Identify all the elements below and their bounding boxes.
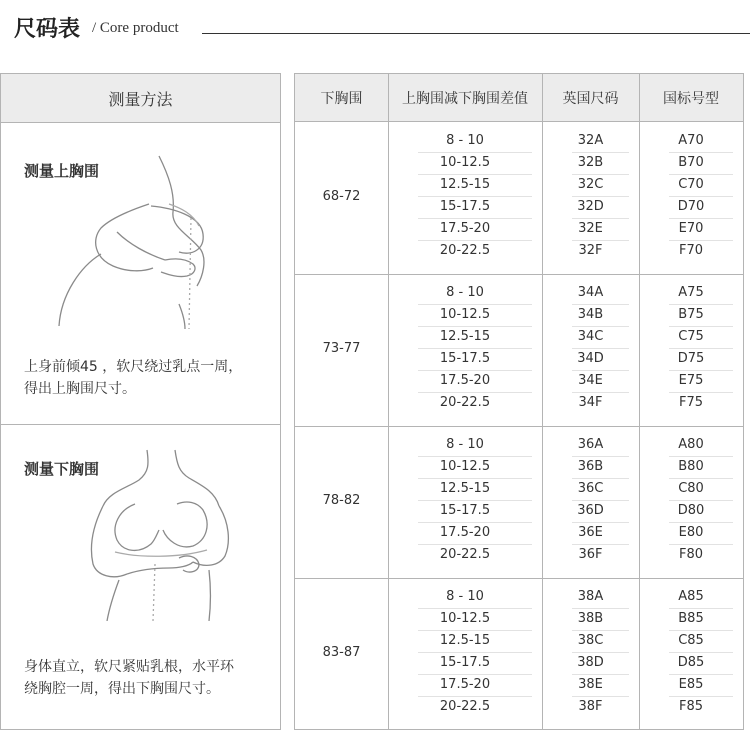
upper-bust-illustration	[51, 154, 231, 329]
uk-size-cell: 38B	[577, 611, 604, 626]
uk-size-cell: 36A	[577, 437, 604, 452]
uk-size-cell: 38C	[577, 633, 604, 648]
page-title: 尺码表	[14, 17, 81, 42]
under-bust-desc-line2: 绕胸腔一周，得出下胸围尺寸。	[24, 681, 220, 697]
difference-cell: 17.5-20	[439, 525, 491, 540]
uk-size-cell: 36C	[577, 481, 604, 496]
difference-cell: 12.5-15	[439, 177, 491, 192]
cn-size-cell: A80	[678, 437, 704, 452]
uk-size-cell: 38F	[578, 699, 603, 714]
measurement-panel	[0, 73, 281, 730]
uk-size-cell: 34C	[577, 329, 604, 344]
difference-cell: 20-22.5	[439, 243, 491, 258]
difference-cell: 10-12.5	[439, 611, 491, 626]
cn-size-cell: A70	[678, 133, 704, 148]
cn-size-cell: B75	[678, 307, 704, 322]
cn-size-cell: C75	[678, 329, 704, 344]
uk-size-cell: 34F	[578, 395, 603, 410]
uk-size-cell: 32E	[578, 221, 603, 236]
cn-size-cell: E80	[678, 525, 704, 540]
difference-cell: 15-17.5	[439, 503, 491, 518]
difference-cell: 8 - 10	[446, 285, 484, 300]
difference-cell: 8 - 10	[446, 133, 484, 148]
cn-size-cell: B80	[678, 459, 704, 474]
difference-cell: 17.5-20	[439, 221, 491, 236]
title-rule	[202, 33, 750, 34]
uk-size-cell: 32F	[578, 243, 603, 258]
cn-size-cell: F70	[678, 243, 704, 258]
uk-size-cell: 34B	[577, 307, 604, 322]
measurement-header: 测量方法	[1, 74, 280, 123]
difference-cell: 15-17.5	[439, 351, 491, 366]
uk-size-cell: 34A	[577, 285, 604, 300]
under-bust-illustration	[79, 446, 249, 621]
size-table	[294, 73, 744, 730]
difference-cell: 12.5-15	[439, 329, 491, 344]
difference-cell: 20-22.5	[439, 547, 491, 562]
cn-size-cell: E70	[678, 221, 704, 236]
column-header-difference: 上胸围减下胸围差值	[388, 74, 542, 122]
difference-cell: 12.5-15	[439, 633, 491, 648]
difference-cell: 12.5-15	[439, 481, 491, 496]
underbust-band-cell: 78-82	[322, 493, 361, 508]
uk-size-cell: 38A	[577, 589, 604, 604]
page-subtitle: / Core product	[92, 20, 179, 36]
uk-size-cell: 38E	[578, 677, 603, 692]
cn-size-cell: C80	[678, 481, 704, 496]
cn-size-cell: F85	[678, 699, 704, 714]
under-bust-title: 测量下胸围	[24, 460, 100, 478]
group-divider	[295, 426, 743, 427]
difference-cell: 8 - 10	[446, 589, 484, 604]
difference-cell: 20-22.5	[439, 395, 491, 410]
difference-cell: 10-12.5	[439, 459, 491, 474]
group-divider	[295, 274, 743, 275]
column-header-underbust: 下胸围	[295, 74, 388, 122]
difference-cell: 8 - 10	[446, 437, 484, 452]
underbust-band-cell: 73-77	[322, 341, 361, 356]
column-header-uk-size: 英国尺码	[542, 74, 639, 122]
cn-size-cell: D80	[677, 503, 705, 518]
uk-size-cell: 32C	[577, 177, 604, 192]
section-divider	[1, 424, 280, 425]
cn-size-cell: D70	[677, 199, 705, 214]
upper-bust-desc-line2: 得出上胸围尺寸。	[24, 381, 136, 397]
column-header-cn-size: 国标号型	[639, 74, 743, 122]
cn-size-cell: D75	[677, 351, 705, 366]
cn-size-cell: E85	[678, 677, 704, 692]
uk-size-cell: 34E	[578, 373, 603, 388]
cn-size-cell: F75	[678, 395, 704, 410]
uk-size-cell: 36B	[577, 459, 604, 474]
uk-size-cell: 32B	[577, 155, 604, 170]
uk-size-cell: 36E	[578, 525, 603, 540]
cn-size-cell: A85	[678, 589, 704, 604]
difference-cell: 15-17.5	[439, 199, 491, 214]
difference-cell: 10-12.5	[439, 155, 491, 170]
uk-size-cell: 34D	[577, 351, 604, 366]
cn-size-cell: B85	[678, 611, 704, 626]
difference-cell: 20-22.5	[439, 699, 491, 714]
uk-size-cell: 32A	[577, 133, 604, 148]
cn-size-cell: C70	[678, 177, 704, 192]
group-divider	[295, 578, 743, 579]
cn-size-cell: C85	[678, 633, 704, 648]
difference-cell: 10-12.5	[439, 307, 491, 322]
uk-size-cell: 36F	[578, 547, 603, 562]
cn-size-cell: E75	[678, 373, 704, 388]
difference-cell: 17.5-20	[439, 373, 491, 388]
cn-size-cell: A75	[678, 285, 704, 300]
difference-cell: 15-17.5	[439, 655, 491, 670]
uk-size-cell: 36D	[577, 503, 604, 518]
cn-size-cell: F80	[678, 547, 704, 562]
difference-cell: 17.5-20	[439, 677, 491, 692]
uk-size-cell: 38D	[577, 655, 604, 670]
upper-bust-desc-line1: 上身前倾45 ，软尺绕过乳点一周，	[24, 359, 243, 375]
underbust-band-cell: 68-72	[322, 189, 361, 204]
underbust-band-cell: 83-87	[322, 645, 361, 660]
cn-size-cell: B70	[678, 155, 704, 170]
under-bust-desc-line1: 身体直立，软尺紧贴乳根，水平环	[24, 659, 234, 675]
uk-size-cell: 32D	[577, 199, 604, 214]
cn-size-cell: D85	[677, 655, 705, 670]
upper-bust-title: 测量上胸围	[24, 162, 100, 180]
